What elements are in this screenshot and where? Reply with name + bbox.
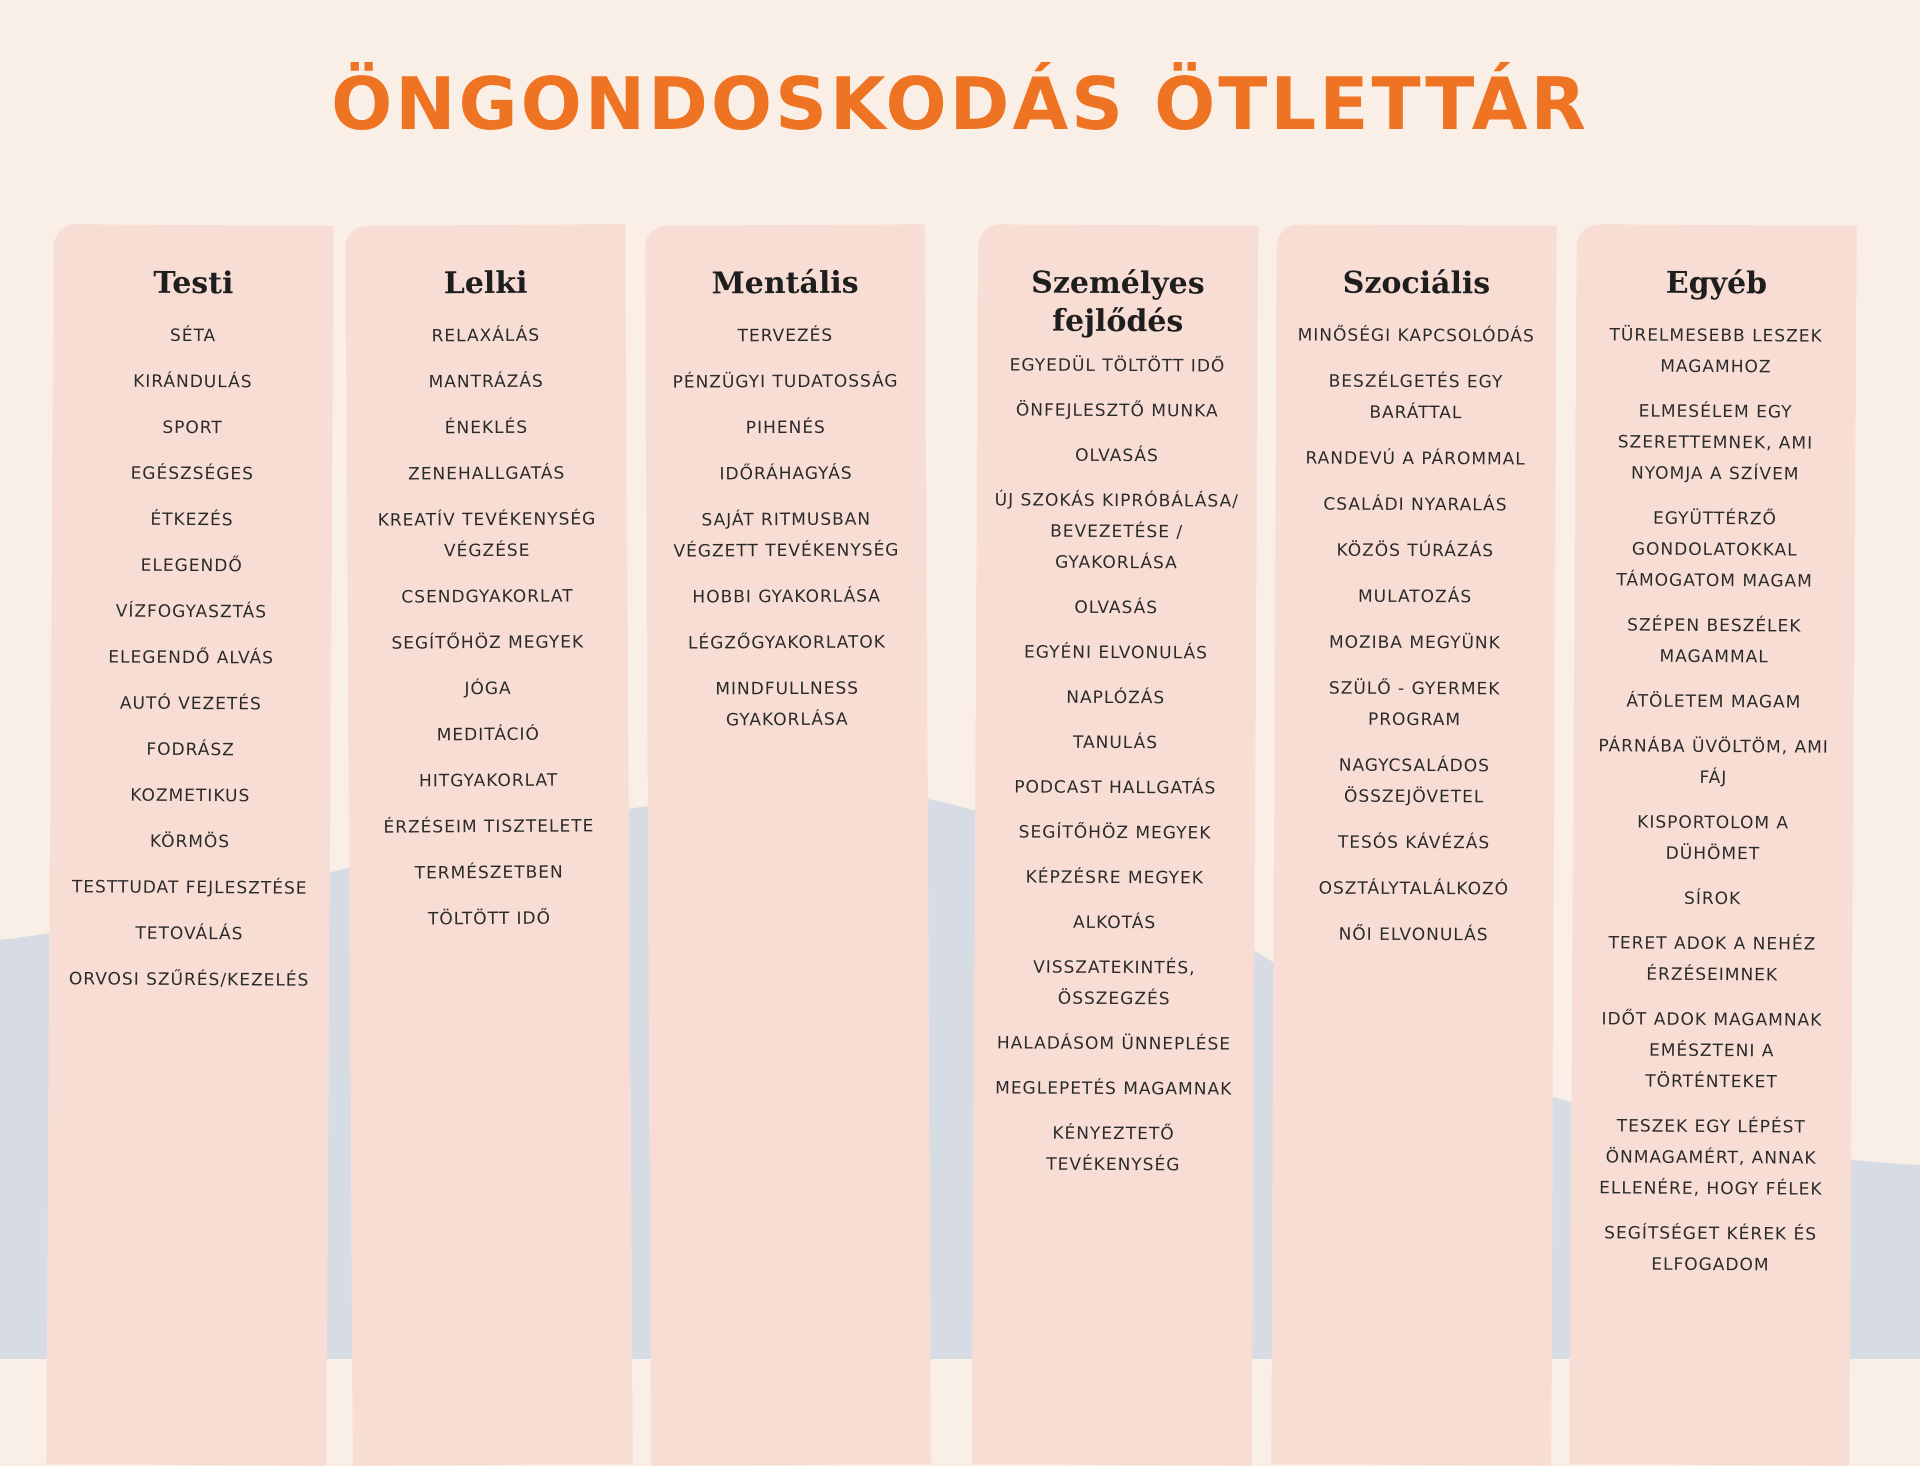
idea-item: SÉTA bbox=[169, 325, 217, 347]
idea-item: FODRÁSZ bbox=[146, 739, 235, 761]
column-header: Mentális bbox=[711, 265, 859, 302]
idea-item: TÖLTÖTT IDŐ bbox=[427, 908, 552, 930]
idea-item: ELMESÉLEM EGY SZERETTEMNEK, AMI NYOMJA A SZÍVEM bbox=[1617, 401, 1814, 485]
idea-item: ÉRZÉSEIM TISZTELETE bbox=[383, 816, 595, 838]
idea-item: NAGYCSALÁDOS ÖSSZEJÖVETEL bbox=[1338, 755, 1490, 808]
idea-item: IDŐRÁHAGYÁS bbox=[719, 463, 853, 485]
category-column-lelki bbox=[345, 224, 633, 1466]
idea-item: ÚJ SZOKÁS KIPRÓBÁLÁSA/ BEVEZETÉSE / GYAKORLÁSA bbox=[994, 490, 1239, 574]
idea-item: VÍZFOGYASZTÁS bbox=[115, 601, 268, 623]
idea-list bbox=[1570, 320, 1856, 1282]
idea-item: IDŐT ADOK MAGAMNAK EMÉSZTENI A TÖRTÉNTEKET bbox=[1601, 1009, 1823, 1093]
idea-list bbox=[973, 350, 1257, 1181]
idea-item: BESZÉLGETÉS EGY BARÁTTAL bbox=[1328, 371, 1504, 424]
idea-item: NŐI ELVONULÁS bbox=[1338, 924, 1489, 946]
idea-item: EGÉSZSÉGES bbox=[130, 463, 254, 485]
idea-item: HALADÁSOM ÜNNEPLÉSE bbox=[996, 1033, 1232, 1055]
idea-item: OLVASÁS bbox=[1074, 597, 1159, 619]
idea-item: KÖZÖS TÚRÁZÁS bbox=[1336, 540, 1495, 562]
idea-item: KÉPZÉSRE MEGYEK bbox=[1025, 867, 1205, 889]
idea-item: MEGLEPETÉS MAGAMNAK bbox=[995, 1078, 1233, 1100]
idea-item: PODCAST HALLGATÁS bbox=[1014, 777, 1217, 799]
idea-item: TESÓS KÁVÉZÁS bbox=[1337, 832, 1491, 854]
category-column-szocialis bbox=[1271, 224, 1556, 1465]
idea-item: ORVOSI SZŰRÉS/KEZELÉS bbox=[68, 969, 310, 991]
idea-item: SZÜLŐ - GYERMEK PROGRAM bbox=[1328, 678, 1501, 731]
idea-item: SAJÁT RITMUSBAN VÉGZETT TEVÉKENYSÉG bbox=[673, 509, 900, 562]
idea-item: VISSZATEKINTÉS, ÖSSZEGZÉS bbox=[1033, 957, 1196, 1010]
idea-item: ÁTÖLETEM MAGAM bbox=[1626, 691, 1802, 713]
idea-item: EGYEDÜL TÖLTÖTT IDŐ bbox=[1009, 355, 1226, 377]
idea-item: KREATÍV TEVÉKENYSÉG VÉGZÉSE bbox=[377, 509, 597, 562]
idea-item: MANTRÁZÁS bbox=[428, 371, 544, 393]
idea-list bbox=[49, 320, 333, 997]
idea-item: TANULÁS bbox=[1072, 732, 1159, 754]
idea-item: TESZEK EGY LÉPÉST ÖNMAGAMÉRT, ANNAK ELLENÉRE, HOGY FÉLEK bbox=[1599, 1116, 1823, 1200]
category-column-testi bbox=[46, 224, 334, 1466]
idea-item: SEGÍTŐHÖZ MEGYEK bbox=[391, 632, 585, 654]
idea-item: NAPLÓZÁS bbox=[1066, 687, 1166, 709]
idea-item: MINŐSÉGI KAPCSOLÓDÁS bbox=[1297, 325, 1535, 347]
idea-item: ZENEHALLGATÁS bbox=[408, 463, 566, 485]
idea-item: SEGÍTŐHÖZ MEGYEK bbox=[1018, 822, 1212, 844]
idea-item: ALKOTÁS bbox=[1072, 912, 1157, 934]
idea-item: ÉTKEZÉS bbox=[150, 509, 234, 531]
idea-item: PÁRNÁBA ÜVÖLTÖM, AMI FÁJ bbox=[1598, 736, 1829, 789]
idea-item: MEDITÁCIÓ bbox=[436, 724, 540, 746]
category-column-mentalis bbox=[645, 224, 931, 1465]
idea-item: ELEGENDŐ ALVÁS bbox=[108, 647, 275, 669]
idea-item: ÖNFEJLESZTŐ MUNKA bbox=[1015, 400, 1219, 422]
idea-item: KISPORTOLOM A DÜHÖMET bbox=[1637, 812, 1790, 865]
category-column-egyeb bbox=[1569, 224, 1857, 1466]
column-header: Testi bbox=[153, 265, 234, 302]
idea-item: TERVEZÉS bbox=[737, 325, 834, 347]
idea-item: EGYÜTTÉRZŐ GONDOLATOKKAL TÁMOGATOM MAGAM bbox=[1616, 508, 1813, 592]
idea-item: CSENDGYAKORLAT bbox=[401, 586, 574, 608]
idea-list bbox=[1274, 320, 1557, 951]
idea-list bbox=[645, 320, 927, 736]
idea-item: KIRÁNDULÁS bbox=[133, 371, 253, 393]
idea-item: EGYÉNI ELVONULÁS bbox=[1024, 642, 1208, 664]
idea-item: TERMÉSZETBEN bbox=[414, 862, 564, 884]
idea-item: PIHENÉS bbox=[745, 417, 826, 439]
idea-item: SEGÍTSÉGET KÉREK ÉS ELFOGADOM bbox=[1604, 1223, 1818, 1276]
column-header: Személyes fejlődés bbox=[1031, 265, 1205, 340]
idea-item: TERET ADOK A NEHÉZ ÉRZÉSEIMNEK bbox=[1608, 933, 1817, 986]
idea-item: AUTÓ VEZETÉS bbox=[119, 693, 262, 715]
idea-item: MOZIBA MEGYÜNK bbox=[1328, 632, 1501, 654]
column-header: Egyéb bbox=[1665, 265, 1768, 302]
idea-item: MINDFULLNESS GYAKORLÁSA bbox=[715, 678, 860, 731]
idea-item: RELAXÁLÁS bbox=[431, 325, 541, 347]
idea-item: JÓGA bbox=[464, 678, 512, 700]
idea-item: HOBBI GYAKORLÁSA bbox=[692, 586, 882, 608]
idea-item: CSALÁDI NYARALÁS bbox=[1323, 494, 1508, 516]
idea-item: ELEGENDŐ bbox=[140, 555, 243, 577]
idea-item: KÉNYEZTETŐ TEVÉKENYSÉG bbox=[1046, 1123, 1181, 1176]
idea-item: LÉGZŐGYAKORLATOK bbox=[687, 632, 886, 654]
idea-item: SZÉPEN BESZÉLEK MAGAMMAL bbox=[1627, 615, 1802, 668]
idea-item: OSZTÁLYTALÁLKOZÓ bbox=[1318, 878, 1510, 900]
idea-list bbox=[346, 320, 630, 936]
column-header: Lelki bbox=[443, 265, 528, 302]
idea-item: SPORT bbox=[162, 417, 223, 439]
idea-item: OLVASÁS bbox=[1075, 445, 1159, 467]
idea-item: MULATOZÁS bbox=[1357, 586, 1473, 608]
idea-item: ÉNEKLÉS bbox=[444, 417, 529, 439]
idea-item: KOZMETIKUS bbox=[130, 785, 251, 807]
idea-item: HITGYAKORLAT bbox=[418, 770, 559, 792]
idea-item: KÖRMÖS bbox=[149, 831, 231, 853]
idea-item: RANDEVÚ A PÁROMMAL bbox=[1305, 448, 1526, 470]
column-header: Szociális bbox=[1342, 265, 1491, 302]
idea-item: TETOVÁLÁS bbox=[135, 923, 244, 945]
page-title: ÖNGONDOSKODÁS ÖTLETTÁR bbox=[331, 62, 1589, 146]
idea-item: TESTTUDAT FEJLESZTÉSE bbox=[71, 877, 308, 899]
idea-item: PÉNZÜGYI TUDATOSSÁG bbox=[672, 371, 899, 393]
idea-item: TÜRELMESEBB LESZEK MAGAMHOZ bbox=[1609, 325, 1823, 378]
idea-item: SÍROK bbox=[1684, 888, 1742, 910]
category-column-szemelyes-fejlodes bbox=[972, 224, 1258, 1465]
